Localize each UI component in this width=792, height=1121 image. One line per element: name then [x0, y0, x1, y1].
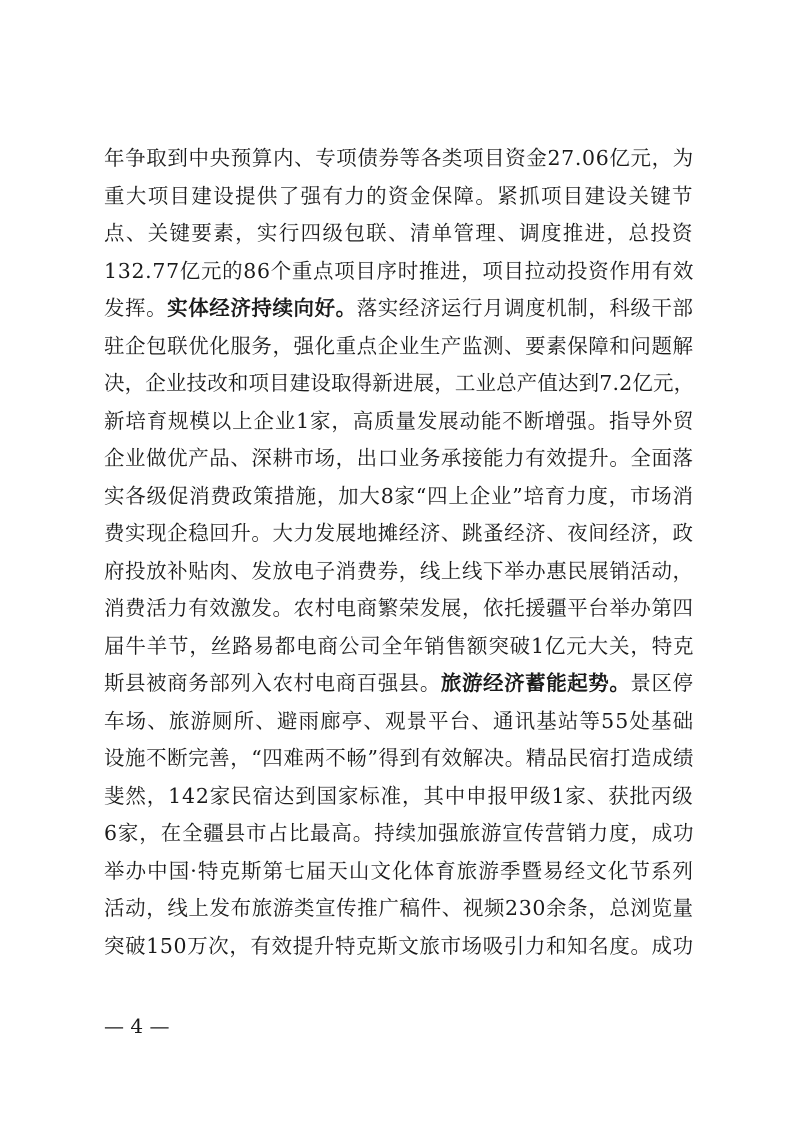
text-run: 132.77亿元的86个重点项目序时推进，项目拉动投资作用有效	[104, 258, 695, 283]
text-line	[104, 140, 694, 178]
text-line	[104, 628, 694, 666]
text-line	[104, 365, 694, 403]
text-run: 景区停	[630, 671, 694, 695]
text-line	[104, 515, 694, 553]
text-line	[104, 890, 694, 928]
text-run: 6家，在全疆县市占比最高。持续加强旅游宣传营销力度，成功	[104, 821, 695, 845]
text-run: 决，企业技改和项目建设取得新进展，工业总产值达到7.2亿元，	[104, 371, 695, 395]
text-line	[104, 778, 694, 816]
text-run: 设施不断完善，“四难两不畅”得到有效解决。精品民宿打造成绩	[104, 746, 695, 770]
text-line	[104, 553, 694, 591]
text-run: 突破150万次，有效提升特克斯文旅市场吸引力和知名度。成功	[104, 933, 694, 958]
text-run: 点、关键要素，实行四级包联、清单管理、调度推进，总投资	[104, 221, 694, 245]
bold-heading-run: 旅游经济蓄能起势。	[440, 671, 631, 695]
text-line	[104, 928, 694, 966]
text-run: 企业做优产品、深耕市场，出口业务承接能力有效提升。全面落	[104, 446, 694, 470]
text-line	[104, 440, 694, 478]
text-run: 斯县被商务部列入农村电商百强县。	[104, 671, 441, 695]
text-run: 府投放补贴肉、发放电子消费券，线上线下举办惠民展销活动，	[104, 558, 694, 583]
text-run: 车场、旅游厕所、避雨廊亭、观景平台、通讯基站等55处基础	[104, 708, 695, 733]
text-line	[104, 290, 694, 328]
text-run: 斐然，142家民宿达到国家标准，其中申报甲级1家、获批丙级	[104, 783, 694, 808]
text-run: 驻企包联优化服务，强化重点企业生产监测、要素保障和问题解	[104, 333, 694, 358]
text-run: 落实经济运行月调度机制，科级干部	[356, 296, 694, 320]
text-line	[104, 590, 694, 628]
text-run: 活动，线上发布旅游类宣传推广稿件、视频230余条，总浏览量	[104, 896, 694, 920]
text-line	[104, 178, 694, 216]
text-run: 年争取到中央预算内、专项债券等各类项目资金27.06亿元，为	[104, 146, 694, 170]
text-line	[104, 253, 694, 291]
page-number: — 4 —	[104, 1014, 170, 1038]
text-line	[104, 853, 694, 891]
text-line	[104, 665, 694, 703]
bold-heading-run: 实体经济持续向好。	[167, 296, 357, 320]
text-run: 新培育规模以上企业1家，高质量发展动能不断增强。指导外贸	[104, 408, 695, 433]
text-line	[104, 403, 694, 441]
text-run: 举办中国·特克斯第七届天山文化体育旅游季暨易经文化节系列	[104, 858, 695, 883]
text-run: 重大项目建设提供了强有力的资金保障。紧抓项目建设关键节	[104, 183, 694, 208]
text-line	[104, 703, 694, 741]
text-line	[104, 215, 694, 253]
text-run: 发挥。	[104, 296, 168, 320]
text-run: 届牛羊节，丝路易都电商公司全年销售额突破1亿元大关，特克	[104, 633, 695, 658]
text-run: 消费活力有效激发。农村电商繁荣发展，依托援疆平台举办第四	[104, 596, 694, 620]
text-line	[104, 478, 694, 516]
text-run: 实各级促消费政策措施，加大8家“四上企业”培育力度，市场消	[104, 483, 694, 508]
text-line	[104, 328, 694, 366]
text-run: 费实现企稳回升。大力发展地摊经济、跳蚤经济、夜间经济，政	[104, 521, 694, 545]
body-paragraph	[104, 140, 694, 965]
text-line	[104, 740, 694, 778]
text-line	[104, 815, 694, 853]
